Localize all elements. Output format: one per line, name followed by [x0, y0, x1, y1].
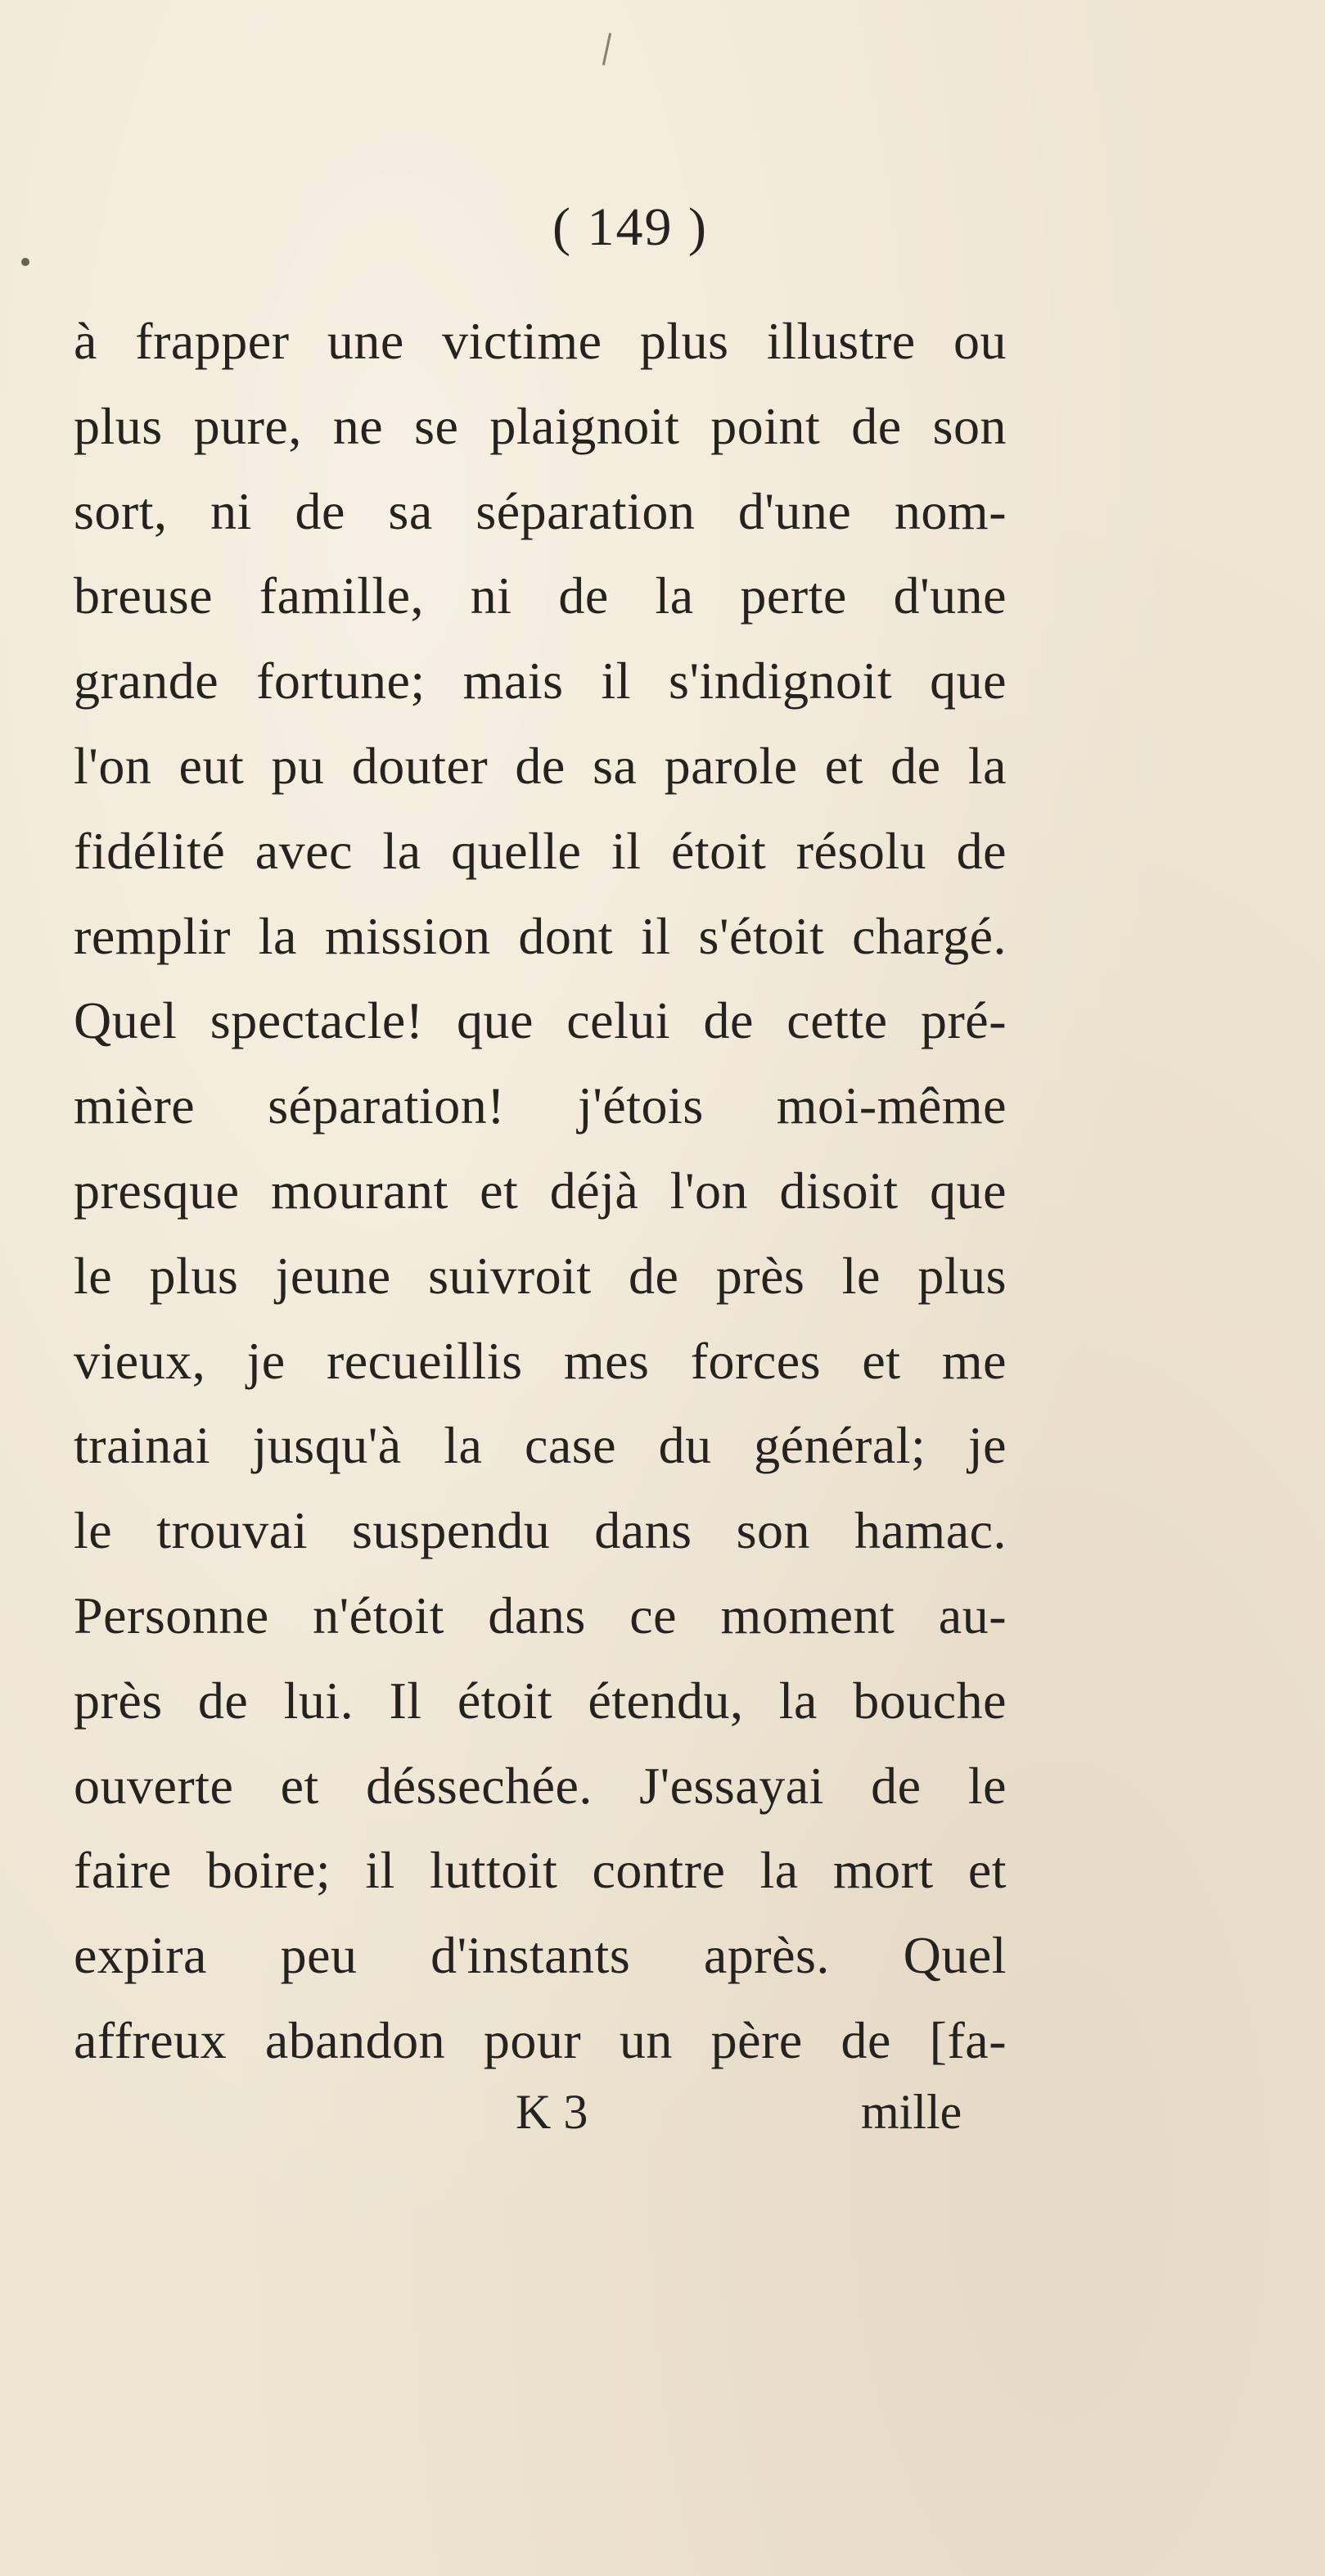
page-speck: [21, 258, 29, 266]
text-line: le trouvai suspendu dans son hamac.: [74, 1501, 1007, 1560]
catchword: mille: [861, 2085, 962, 2139]
text-line: l'on eut pu douter de sa parole et de la: [74, 736, 1007, 795]
text-line: fidélité avec la quelle il étoit résolu de: [74, 821, 1007, 880]
text-line: mière séparation! j'étois moi-même: [74, 1076, 1007, 1135]
page-number: ( 149 ): [552, 197, 708, 257]
text-line: presque mourant et déjà l'on disoit que: [74, 1161, 1007, 1220]
text-line: à frapper une victime plus illustre ou: [74, 312, 1007, 370]
signature-mark: K 3: [516, 2085, 588, 2139]
text-line: sort, ni de sa séparation d'une nom-: [74, 481, 1007, 540]
page-body-text: [74, 299, 1007, 2083]
text-line: vieux, je recueillis mes forces et me: [74, 1331, 1007, 1390]
ink-mark: [602, 33, 611, 65]
text-line: le plus jeune suivroit de près le plus: [74, 1246, 1007, 1305]
text-line: grande fortune; mais il s'indignoit que: [74, 652, 1007, 711]
text-line: Quel spectacle! que celui de cette pré-: [74, 991, 1007, 1050]
text-line: expira peu d'instants après. Quel: [74, 1926, 1007, 1985]
text-line: plus pure, ne se plaignoit point de son: [74, 396, 1007, 455]
text-line: remplir la mission dont il s'étoit chargé.: [74, 906, 1007, 965]
text-line: affreux abandon pour un père de [fa-: [74, 2010, 1007, 2069]
text-line: faire boire; il luttoit contre la mort et: [74, 1841, 1007, 1900]
text-line: trainai jusqu'à la case du général; je: [74, 1416, 1007, 1475]
text-line: près de lui. Il étoit étendu, la bouche: [74, 1671, 1007, 1730]
text-line: breuse famille, ni de la perte d'une: [74, 566, 1007, 625]
text-line: Personne n'étoit dans ce moment au-: [74, 1586, 1007, 1644]
page-footer: [0, 2079, 1325, 2145]
text-line: ouverte et déssechée. J'essayai de le: [74, 1756, 1007, 1815]
